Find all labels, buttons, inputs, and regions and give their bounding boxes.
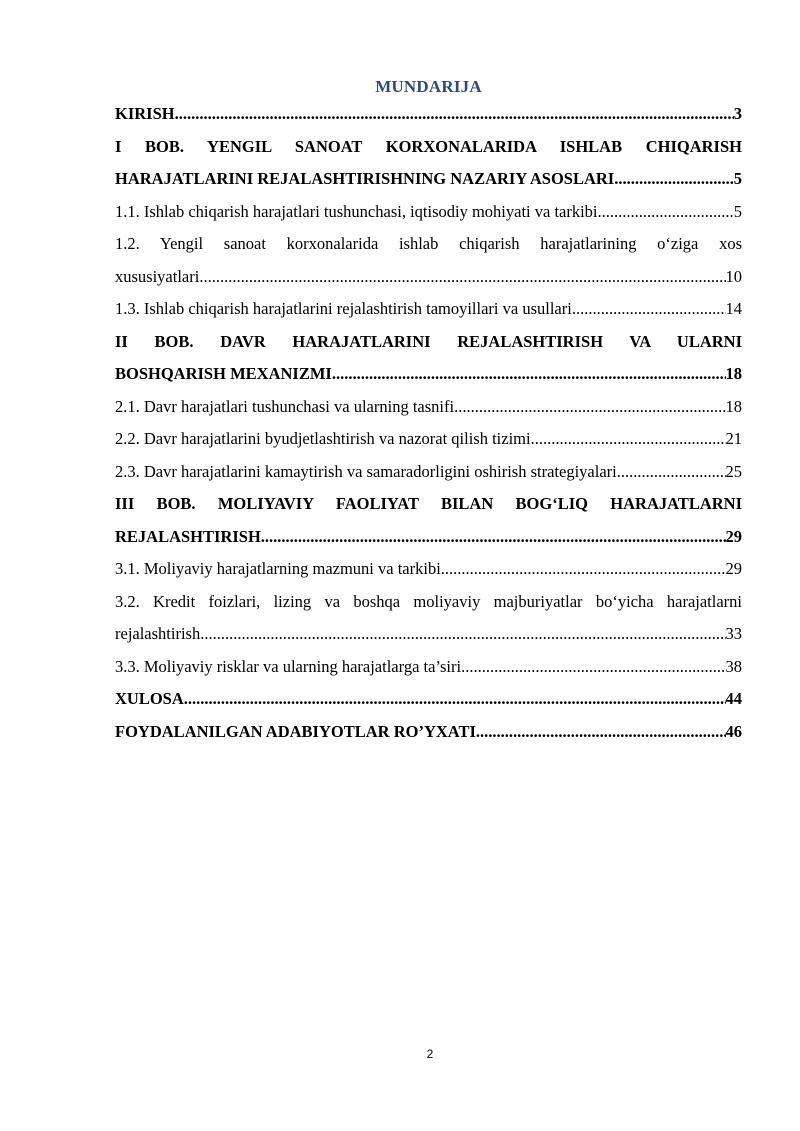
toc-entry-3-2-line1: 3.2. Kredit foizlari, lizing va boshqa moliyaviy majburiyatlar bo‘yicha harajatlarni xyxy=(115,591,742,611)
toc-entry-xulosa[interactable] xyxy=(115,683,742,716)
toc-entry-2-1[interactable] xyxy=(115,391,742,424)
toc-page-number: 18 xyxy=(725,396,742,416)
toc-entry-text: FOYDALANILGAN ADABIYOTLAR RO’YXATI xyxy=(115,721,476,741)
dot-leader xyxy=(598,196,734,229)
page-number: 2 xyxy=(426,1047,434,1061)
dot-leader xyxy=(200,618,725,651)
toc-page-number: 21 xyxy=(725,429,742,448)
toc-entry-chapter-3[interactable] xyxy=(115,521,742,554)
dot-leader xyxy=(441,553,726,586)
toc-title: MUNDARIJA xyxy=(375,77,482,96)
toc-entry-text: 3.3. Moliyaviy risklar va ularning harajatlarga ta’siri xyxy=(115,656,462,676)
toc-entry-chapter-1[interactable] xyxy=(115,163,742,196)
toc-entry-text: HARAJATLARINI REJALASHTIRISHNING NAZARIY ASOSLARI xyxy=(115,169,615,188)
toc-page-number: 33 xyxy=(725,624,742,643)
toc-page-number: 38 xyxy=(725,656,742,676)
toc-chapter-2-heading: II BOB. DAVR HARAJATLARINI REJALASHTIRISH VA ULARNI xyxy=(115,331,742,351)
dot-leader xyxy=(332,358,726,391)
dot-leader xyxy=(614,163,734,196)
toc-entry-3-3[interactable] xyxy=(115,651,742,684)
toc-entry-2-3[interactable] xyxy=(115,456,742,489)
toc-chapter-3-heading: III BOB. MOLIYAVIY FAOLIYAT BILAN BOG‘LIQ HARAJATLARNI xyxy=(115,494,742,513)
toc-page-number: 3 xyxy=(733,104,742,123)
dot-leader xyxy=(454,391,725,424)
toc-entry-text: 2.2. Davr harajatlarini byudjetlashtirish va nazorat qilish tizimi xyxy=(115,429,531,448)
toc-entry-2-2[interactable] xyxy=(115,423,742,456)
toc-entry-kirish[interactable] xyxy=(115,98,742,131)
toc-page-number: 46 xyxy=(725,721,742,741)
toc-page-number: 29 xyxy=(725,526,742,546)
dot-leader xyxy=(175,98,734,131)
toc-entry-1-2-line1: 1.2. Yengil sanoat korxonalarida ishlab chiqarish harajatlarining o‘ziga xos xyxy=(115,234,742,253)
toc-page-number: 14 xyxy=(725,299,742,318)
toc-entry-bibliography[interactable] xyxy=(115,716,742,749)
toc-entry-text: BOSHQARISH MEXANIZMI xyxy=(115,364,332,383)
toc-entry-3-2[interactable] xyxy=(115,618,742,651)
toc-entry-3-1[interactable] xyxy=(115,553,742,586)
dot-leader xyxy=(199,261,725,294)
toc-entry-text: XULOSA xyxy=(115,689,184,708)
toc-page-number: 5 xyxy=(733,201,742,221)
toc-page-number: 10 xyxy=(725,266,742,286)
toc-page-number: 29 xyxy=(725,559,742,578)
dot-leader xyxy=(617,456,726,489)
toc-page-number: 18 xyxy=(725,364,742,383)
toc-entry-text: 3.1. Moliyaviy harajatlarning mazmuni va tarkibi xyxy=(115,559,441,578)
dot-leader xyxy=(572,293,726,326)
dot-leader xyxy=(461,651,725,684)
toc-entry-1-1[interactable] xyxy=(115,196,742,229)
toc-entry-text: xususiyatlari xyxy=(115,266,200,286)
toc-entry-text: 1.1. Ishlab chiqarish harajatlari tushunchasi, iqtisodiy mohiyati va tarkibi xyxy=(115,201,598,221)
dot-leader xyxy=(261,521,726,554)
toc-entry-text: KIRISH xyxy=(115,104,175,123)
dot-leader xyxy=(184,683,726,716)
toc-entry-chapter-2[interactable] xyxy=(115,358,742,391)
toc-entry-1-2[interactable] xyxy=(115,261,742,294)
toc-entry-text: 2.1. Davr harajatlari tushunchasi va ularning tasnifi xyxy=(115,396,455,416)
toc-entry-text: rejalashtirish xyxy=(115,624,201,643)
toc-chapter-1-heading: I BOB. YENGIL SANOAT KORXONALARIDA ISHLAB CHIQARISH xyxy=(115,136,742,156)
dot-leader xyxy=(476,716,726,749)
dot-leader xyxy=(531,423,726,456)
table-of-contents xyxy=(115,76,742,748)
toc-entry-text: 2.3. Davr harajatlarini kamaytirish va samaradorligini oshirish strategiyalari xyxy=(115,461,617,481)
toc-page-number: 25 xyxy=(725,461,742,481)
toc-entry-1-3[interactable] xyxy=(115,293,742,326)
toc-page-number: 5 xyxy=(733,169,742,188)
toc-entry-text: REJALASHTIRISH xyxy=(115,526,261,546)
toc-entry-text: 1.3. Ishlab chiqarish harajatlarini rejalashtirish tamoyillari va usullari xyxy=(115,299,572,318)
toc-page-number: 44 xyxy=(725,689,742,708)
